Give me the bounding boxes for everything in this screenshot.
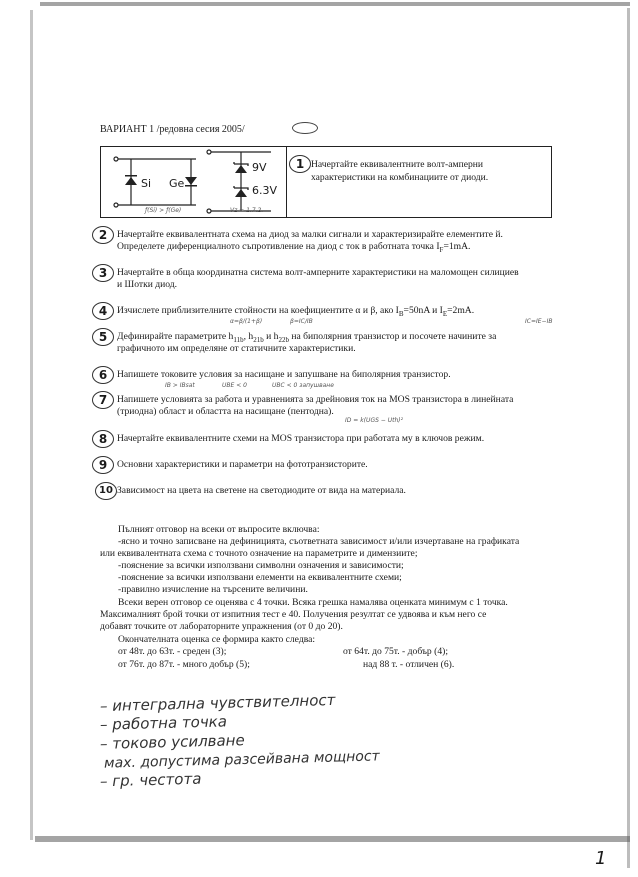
zener-upper-symbol bbox=[234, 162, 248, 173]
grade-average: от 48т. до 63т. - среден (3); bbox=[118, 646, 227, 657]
scan-edge-right bbox=[627, 8, 630, 868]
question-1-number: 1 bbox=[289, 155, 311, 173]
label-si: Si bbox=[141, 177, 152, 190]
grading-rule-4: -правилно изчисление на търсените величини. bbox=[118, 584, 308, 595]
question-3-line-2: и Шотки диод. bbox=[117, 279, 178, 290]
variant-title: ВАРИАНТ 1 /редовна сесия 2005/ bbox=[100, 124, 245, 135]
question-8-text: Начертайте еквивалентните схеми на MOS транзистора при работата му в ключов режим. bbox=[117, 433, 485, 444]
question-2-number: 2 bbox=[92, 226, 114, 244]
grading-intro: Пълният отговор на всеки от въпросите включва: bbox=[118, 524, 320, 535]
grading-final-intro: Окончателната оценка се формира както следва: bbox=[118, 634, 316, 645]
question-3-number: 3 bbox=[92, 264, 114, 282]
margin-note-q4-a: α=β/(1+β) bbox=[230, 318, 263, 325]
handwritten-note-5: – гр. честота bbox=[99, 769, 202, 791]
question-1-text: Начертайте еквивалентните волт-амперни характеристики на комбинациите от диоди. bbox=[311, 159, 489, 183]
grade-good: от 64т. до 75т. - добър (4); bbox=[343, 646, 448, 657]
question-4-number: 4 bbox=[92, 302, 114, 320]
circuit-note-right: Vz = 1.7.2. bbox=[230, 207, 264, 214]
question-10-text: Зависимост на цвета на светене на светодиодите от вида на материала. bbox=[117, 485, 406, 496]
label-zener-9v: 9V bbox=[252, 161, 267, 174]
page-number: 1 bbox=[595, 848, 607, 869]
question-8-number: 8 bbox=[92, 430, 114, 448]
grading-scoring-3: добавят точките от лабораторните упражнения (от 0 до 20). bbox=[100, 621, 343, 632]
handwritten-note-4: мах. допустима разсейвана мощност bbox=[103, 748, 380, 772]
diode-ge-symbol bbox=[185, 177, 197, 187]
grade-very-good: от 76т. до 87т. - много добър (5); bbox=[118, 659, 250, 670]
zener-lower-symbol bbox=[234, 186, 248, 197]
margin-note-q6-a: IB > IBsat bbox=[165, 382, 195, 389]
question-2-line-1: Начертайте еквивалентната схема на диод за малки сигнали и характеризирайте елементите й. bbox=[117, 229, 503, 240]
question-10-number: 10 bbox=[95, 482, 117, 500]
scan-edge-bottom bbox=[35, 836, 630, 842]
grading-rule-3: -пояснение за всички използвани елементи на еквивалентните схеми; bbox=[118, 572, 402, 583]
question-7-line-1: Напишете условията за работа и уравненията за дрейновия ток на MOS транзистора в линейната bbox=[117, 394, 514, 405]
handwritten-note-3: – токово усилване bbox=[99, 731, 245, 753]
scribble-oval bbox=[292, 122, 318, 134]
diode-si-symbol bbox=[125, 175, 137, 185]
question-3-line-1: Начертайте в обща координатна система волт-амперните характеристики на маломощен силициев bbox=[117, 267, 519, 278]
margin-note-q7: ID = k(UGS − Uth)² bbox=[345, 417, 404, 424]
grading-scoring-1: Всеки верен отговор се оценява с 4 точки. Всяка грешка намалява оценката минимум с 1 точка. bbox=[118, 597, 508, 608]
question-5-line-1: Дефинирайте параметрите $h_{11b}$, $h_{21b}$ и $h_{22b}$ на биполярния транзистор и посочете начините за bbox=[117, 331, 497, 344]
grading-rule-1a: -ясно и точно записване на дефиницията, съответната зависимост и/или изчертаване на графиката bbox=[118, 536, 520, 547]
question-5-number: 5 bbox=[92, 328, 114, 346]
question-4-text: Изчислете приблизителните стойности на коефициентите α и β, ако $I_B=50nA$ и $I_E=2mA$. bbox=[117, 305, 475, 318]
question-9-text: Основни характеристики и параметри на фототранзисторите. bbox=[117, 459, 368, 470]
handwritten-note-1: – интегрална чувствителност bbox=[99, 690, 336, 716]
question-7-number: 7 bbox=[92, 391, 114, 409]
question-6-number: 6 bbox=[92, 366, 114, 384]
scan-edge-top bbox=[40, 2, 630, 6]
question-6-text: Напишете токовите условия за насищане и запушване на биполярния транзистор. bbox=[117, 369, 451, 380]
scan-edge-left bbox=[30, 10, 33, 840]
question-5-line-2: графичното им определяне от статичните характеристики. bbox=[117, 343, 356, 354]
margin-note-q6-b: UBE < 0 bbox=[222, 382, 247, 389]
margin-note-q4-c: IC=IE−IB bbox=[525, 318, 553, 325]
frame-divider bbox=[286, 147, 287, 217]
grade-excellent: над 88 т. - отличен (6). bbox=[363, 659, 455, 670]
label-ge: Ge bbox=[169, 177, 185, 190]
question-9-number: 9 bbox=[92, 456, 114, 474]
margin-note-q4-b: β=IC/IB bbox=[290, 318, 313, 325]
question-2-line-2: Определете диференциалното съпротивление на диод с ток в работната точка $I_F=1mA$. bbox=[117, 241, 471, 254]
grading-rule-1b: или еквивалентната схема с точното означение на параметрите и димензиите; bbox=[100, 548, 418, 559]
circuit-note-left: ƒ(Si) > ƒ(Ge) bbox=[145, 207, 182, 214]
grading-rule-2: -пояснение за всички използвани символни означения и зависимости; bbox=[118, 560, 404, 571]
handwritten-note-2: – работна точка bbox=[99, 712, 228, 734]
margin-note-q6-c: UBC < 0 запушване bbox=[272, 382, 334, 389]
label-zener-6v3: 6.3V bbox=[252, 184, 278, 197]
grading-scoring-2: Максималният брой точки от изпитния тест е 40. Получения резултат се удвоява и към него се bbox=[100, 609, 487, 620]
question-7-line-2: (триодна) област и областта на насищане (пентодна). bbox=[117, 406, 334, 417]
